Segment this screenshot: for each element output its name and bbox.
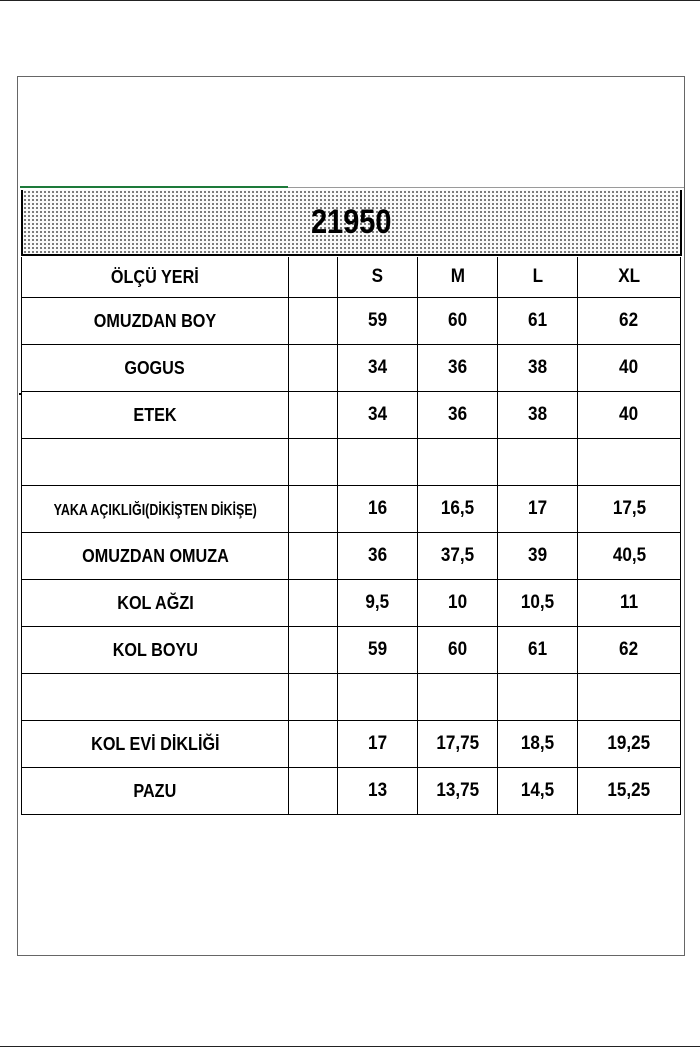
table-row	[22, 486, 681, 533]
cell-m: 60	[418, 298, 498, 345]
cell-xl: 11	[578, 580, 681, 627]
cell-xl: 40	[578, 392, 681, 439]
cell-m: 36	[418, 392, 498, 439]
cell-m	[418, 674, 498, 721]
cell-s	[338, 439, 418, 486]
cell-xl: 19,25	[578, 721, 681, 768]
blank-cell	[289, 486, 338, 533]
table-row	[22, 392, 681, 439]
size-table	[21, 257, 681, 815]
cell-m: 36	[418, 345, 498, 392]
cell-xl: 40	[578, 345, 681, 392]
table-row	[22, 298, 681, 345]
row-label: KOL EVİ DİKLİĞİ	[22, 721, 289, 768]
top-rule	[0, 0, 700, 1]
header-blank-cell	[289, 257, 338, 298]
cell-s: 9,5	[338, 580, 418, 627]
header-size-xl: XL	[578, 257, 681, 298]
blank-cell	[289, 627, 338, 674]
blank-cell	[289, 768, 338, 815]
green-divider	[20, 186, 288, 188]
blank-cell	[289, 674, 338, 721]
cell-l	[498, 439, 578, 486]
row-label: ETEK	[22, 392, 289, 439]
cell-s: 13	[338, 768, 418, 815]
blank-cell	[289, 345, 338, 392]
table-row	[22, 768, 681, 815]
row-label: KOL BOYU	[22, 627, 289, 674]
cell-l: 17	[498, 486, 578, 533]
cell-s	[338, 674, 418, 721]
grey-divider	[288, 187, 684, 188]
product-code-banner	[21, 190, 682, 256]
cell-m	[418, 439, 498, 486]
cell-m: 60	[418, 627, 498, 674]
blank-cell	[289, 721, 338, 768]
cell-s: 34	[338, 392, 418, 439]
table-header-row	[22, 257, 681, 298]
table-row-empty	[22, 439, 681, 486]
header-measurement-point: ÖLÇÜ YERİ	[22, 257, 289, 298]
cell-xl: 62	[578, 298, 681, 345]
cell-l: 61	[498, 298, 578, 345]
cell-m: 10	[418, 580, 498, 627]
blank-cell	[289, 392, 338, 439]
cell-s: 16	[338, 486, 418, 533]
cell-s: 59	[338, 627, 418, 674]
cell-s: 17	[338, 721, 418, 768]
row-label: YAKA AÇIKLIĞI(DİKİŞTEN DİKİŞE)	[22, 486, 289, 533]
cell-xl	[578, 674, 681, 721]
row-label: KOL AĞZI	[22, 580, 289, 627]
row-label: GOGUS	[22, 345, 289, 392]
cell-xl: 15,25	[578, 768, 681, 815]
cell-l: 38	[498, 392, 578, 439]
product-code: 21950	[311, 202, 392, 241]
header-size-m: M	[418, 257, 498, 298]
cell-s: 34	[338, 345, 418, 392]
cell-m: 17,75	[418, 721, 498, 768]
cell-l: 61	[498, 627, 578, 674]
table-row	[22, 580, 681, 627]
header-size-s: S	[338, 257, 418, 298]
cell-xl: 40,5	[578, 533, 681, 580]
table-row-empty	[22, 674, 681, 721]
cell-l: 39	[498, 533, 578, 580]
blank-cell	[289, 533, 338, 580]
bottom-rule	[0, 1046, 700, 1047]
header-size-l: L	[498, 257, 578, 298]
cell-xl	[578, 439, 681, 486]
cell-s: 36	[338, 533, 418, 580]
cell-l: 14,5	[498, 768, 578, 815]
cell-l: 38	[498, 345, 578, 392]
cell-l	[498, 674, 578, 721]
blank-cell	[289, 298, 338, 345]
row-label: OMUZDAN BOY	[22, 298, 289, 345]
table-row	[22, 627, 681, 674]
cell-s: 59	[338, 298, 418, 345]
table-row	[22, 345, 681, 392]
row-label	[22, 674, 289, 721]
row-label: OMUZDAN OMUZA	[22, 533, 289, 580]
cell-m: 37,5	[418, 533, 498, 580]
cell-m: 13,75	[418, 768, 498, 815]
cell-l: 18,5	[498, 721, 578, 768]
blank-cell	[289, 439, 338, 486]
row-label	[22, 439, 289, 486]
table-row	[22, 533, 681, 580]
blank-cell	[289, 580, 338, 627]
row-label: PAZU	[22, 768, 289, 815]
cell-xl: 17,5	[578, 486, 681, 533]
table-row	[22, 721, 681, 768]
cell-m: 16,5	[418, 486, 498, 533]
cell-xl: 62	[578, 627, 681, 674]
cell-l: 10,5	[498, 580, 578, 627]
